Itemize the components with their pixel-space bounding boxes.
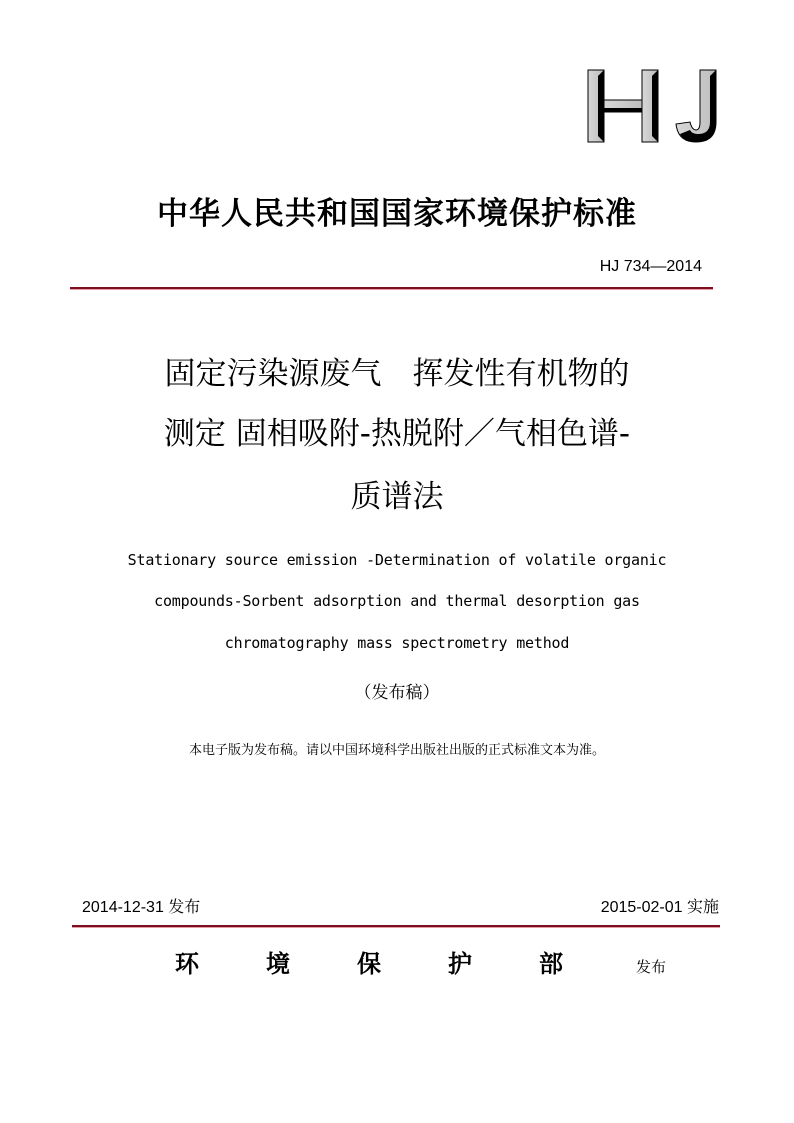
publisher-suffix: 发布 xyxy=(636,958,667,976)
publisher-char: 境 xyxy=(266,950,290,978)
title-en-line-2: compounds-Sorbent adsorption and thermal desorption gas xyxy=(154,592,640,610)
title-cn-line-3: 质谱法 xyxy=(350,479,444,515)
publisher xyxy=(175,944,666,979)
publisher-char: 部 xyxy=(539,950,563,978)
header-divider xyxy=(70,287,713,289)
publisher-char: 护 xyxy=(448,950,472,978)
standard-number: HJ 734—2014 xyxy=(599,258,702,275)
publisher-char: 保 xyxy=(357,950,381,978)
hj-logo-icon xyxy=(586,68,720,144)
effective-date: 2015-02-01 实施 xyxy=(600,899,719,916)
national-standard-title: 中华人民共和国国家环境保护标准 xyxy=(157,196,637,232)
issue-date: 2014-12-31 发布 xyxy=(82,899,201,916)
draft-label: （发布稿） xyxy=(354,683,440,703)
title-en-line-1: Stationary source emission -Determination of volatile organic xyxy=(127,551,667,569)
footer-divider xyxy=(72,925,720,927)
title-cn-line-1: 固定污染源废气 挥发性有机物的 xyxy=(164,356,630,392)
title-en-line-3: chromatography mass spectrometry method xyxy=(224,634,570,652)
hj-logo xyxy=(586,68,720,144)
title-cn-line-2: 测定 固相吸附-热脱附／气相色谱- xyxy=(163,416,631,452)
publisher-char: 环 xyxy=(175,950,199,978)
electronic-version-note: 本电子版为发布稿。请以中国环境科学出版社出版的正式标准文本为准。 xyxy=(188,743,605,758)
